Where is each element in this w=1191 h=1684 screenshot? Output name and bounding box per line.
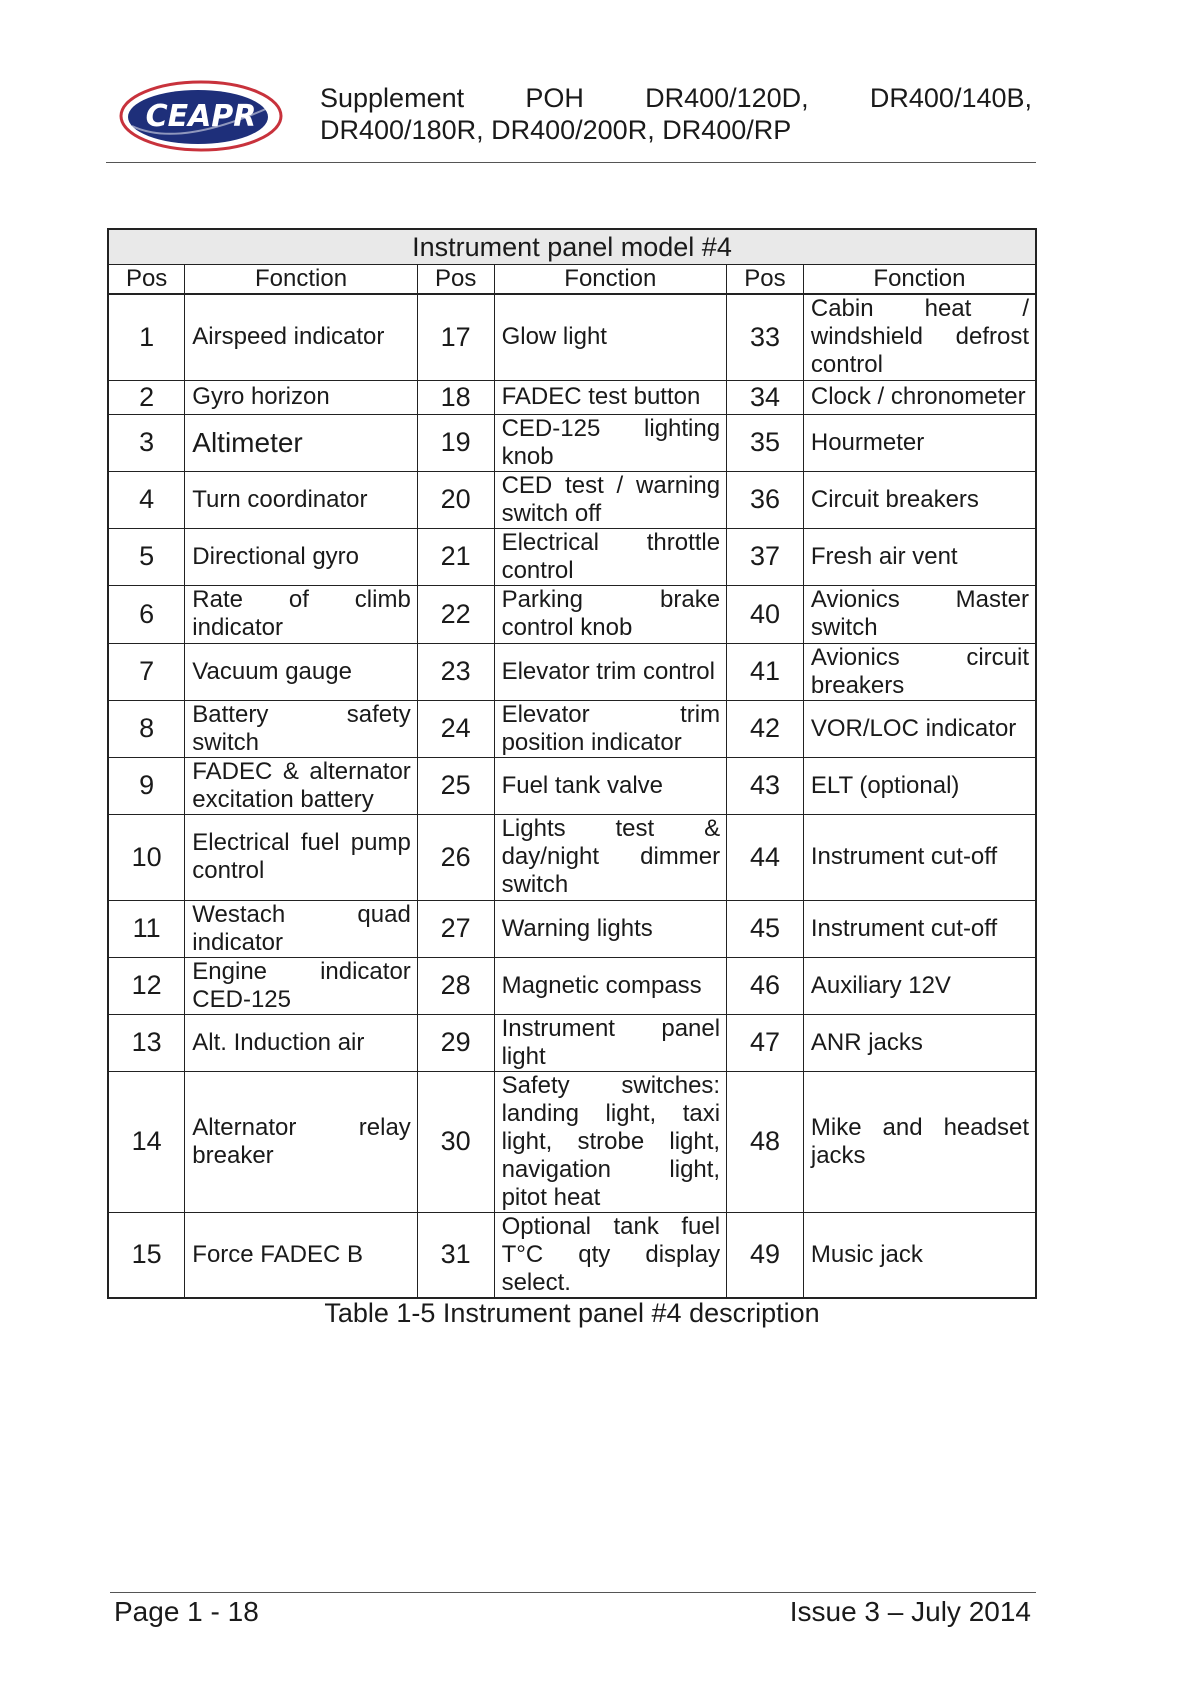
- position-cell: 46: [727, 957, 804, 1014]
- function-cell: Avionics circuit breakers: [803, 643, 1036, 700]
- function-cell: Elevator trim control: [494, 643, 727, 700]
- column-header-fonction: Fonction: [803, 265, 1036, 295]
- table-row: [108, 294, 1036, 380]
- position-cell: 41: [727, 643, 804, 700]
- position-cell: 9: [108, 757, 185, 814]
- function-cell: Elevator trim position indicator: [494, 700, 727, 757]
- position-cell: 4: [108, 471, 185, 528]
- table-row: [108, 1014, 1036, 1071]
- position-cell: 44: [727, 814, 804, 900]
- table-header-row: [108, 265, 1036, 295]
- column-header-pos: Pos: [727, 265, 804, 295]
- function-cell: Airspeed indicator: [185, 294, 418, 380]
- position-cell: 48: [727, 1071, 804, 1212]
- function-cell: CED test / warning switch off: [494, 471, 727, 528]
- function-cell: Safety switches: landing light, taxi light, strobe light, navigation light, pitot heat: [494, 1071, 727, 1212]
- function-cell: Clock / chronometer: [803, 380, 1036, 414]
- position-cell: 34: [727, 380, 804, 414]
- function-cell: Vacuum gauge: [185, 643, 418, 700]
- footer-divider: [110, 1592, 1036, 1593]
- column-header-fonction: Fonction: [494, 265, 727, 295]
- position-cell: 5: [108, 528, 185, 585]
- function-cell: Music jack: [803, 1212, 1036, 1298]
- function-cell: Altimeter: [185, 414, 418, 471]
- document-title: Supplement POH DR400/120D, DR400/140B, DR400/180R, DR400/200R, DR400/RP: [320, 83, 1032, 145]
- function-cell: Instrument panel light: [494, 1014, 727, 1071]
- position-cell: 36: [727, 471, 804, 528]
- page-number: Page 1 - 18: [114, 1596, 259, 1627]
- function-cell: Glow light: [494, 294, 727, 380]
- function-cell: Mike and headset jacks: [803, 1071, 1036, 1212]
- position-cell: 8: [108, 700, 185, 757]
- position-cell: 40: [727, 585, 804, 643]
- position-cell: 6: [108, 585, 185, 643]
- position-cell: 47: [727, 1014, 804, 1071]
- table-row: [108, 957, 1036, 1014]
- table-row: [108, 643, 1036, 700]
- position-cell: 14: [108, 1071, 185, 1212]
- header-divider: [106, 162, 1036, 163]
- function-cell: Force FADEC B: [185, 1212, 418, 1298]
- position-cell: 28: [417, 957, 494, 1014]
- position-cell: 30: [417, 1071, 494, 1212]
- position-cell: 12: [108, 957, 185, 1014]
- position-cell: 31: [417, 1212, 494, 1298]
- position-cell: 17: [417, 294, 494, 380]
- position-cell: 19: [417, 414, 494, 471]
- function-cell: Instrument cut-off: [803, 900, 1036, 957]
- instrument-panel-table: [107, 228, 1037, 1299]
- function-cell: Alternator relay breaker: [185, 1071, 418, 1212]
- position-cell: 27: [417, 900, 494, 957]
- table-row: [108, 585, 1036, 643]
- function-cell: Turn coordinator: [185, 471, 418, 528]
- table-row: [108, 900, 1036, 957]
- function-cell: Engine indicator CED-125: [185, 957, 418, 1014]
- function-cell: Lights test & day/night dimmer switch: [494, 814, 727, 900]
- function-cell: Fuel tank valve: [494, 757, 727, 814]
- table-caption: Table 1-5 Instrument panel #4 description: [324, 1298, 820, 1328]
- function-cell: Auxiliary 12V: [803, 957, 1036, 1014]
- position-cell: 33: [727, 294, 804, 380]
- position-cell: 49: [727, 1212, 804, 1298]
- table-row: [108, 528, 1036, 585]
- function-cell: ELT (optional): [803, 757, 1036, 814]
- table-row: [108, 700, 1036, 757]
- position-cell: 26: [417, 814, 494, 900]
- function-cell: CED-125 lighting knob: [494, 414, 727, 471]
- position-cell: 23: [417, 643, 494, 700]
- table-row: [108, 1212, 1036, 1298]
- table-row: [108, 1071, 1036, 1212]
- function-cell: FADEC & alternator excitation battery: [185, 757, 418, 814]
- table-row: [108, 757, 1036, 814]
- function-cell: Gyro horizon: [185, 380, 418, 414]
- function-cell: Electrical fuel pump control: [185, 814, 418, 900]
- position-cell: 43: [727, 757, 804, 814]
- position-cell: 25: [417, 757, 494, 814]
- position-cell: 7: [108, 643, 185, 700]
- position-cell: 18: [417, 380, 494, 414]
- position-cell: 2: [108, 380, 185, 414]
- function-cell: ANR jacks: [803, 1014, 1036, 1071]
- table-row: [108, 814, 1036, 900]
- position-cell: 11: [108, 900, 185, 957]
- position-cell: 22: [417, 585, 494, 643]
- position-cell: 13: [108, 1014, 185, 1071]
- function-cell: Westach quad indicator: [185, 900, 418, 957]
- position-cell: 15: [108, 1212, 185, 1298]
- function-cell: Fresh air vent: [803, 528, 1036, 585]
- function-cell: VOR/LOC indicator: [803, 700, 1036, 757]
- position-cell: 1: [108, 294, 185, 380]
- table-body: [108, 294, 1036, 1298]
- position-cell: 45: [727, 900, 804, 957]
- column-header-fonction: Fonction: [185, 265, 418, 295]
- function-cell: Cabin heat / windshield defrost control: [803, 294, 1036, 380]
- position-cell: 37: [727, 528, 804, 585]
- position-cell: 3: [108, 414, 185, 471]
- position-cell: 35: [727, 414, 804, 471]
- function-cell: Magnetic compass: [494, 957, 727, 1014]
- table-row: [108, 414, 1036, 471]
- function-cell: Electrical throttle control: [494, 528, 727, 585]
- position-cell: 24: [417, 700, 494, 757]
- function-cell: Optional tank fuel T°C qty display select.: [494, 1212, 727, 1298]
- table-row: [108, 471, 1036, 528]
- function-cell: Hourmeter: [803, 414, 1036, 471]
- svg-text:CEAPR: CEAPR: [145, 99, 257, 134]
- function-cell: Rate of climb indicator: [185, 585, 418, 643]
- function-cell: Warning lights: [494, 900, 727, 957]
- position-cell: 20: [417, 471, 494, 528]
- function-cell: Alt. Induction air: [185, 1014, 418, 1071]
- column-header-pos: Pos: [108, 265, 185, 295]
- issue-date: Issue 3 – July 2014: [789, 1596, 1031, 1627]
- ceapr-logo: [118, 78, 284, 154]
- position-cell: 42: [727, 700, 804, 757]
- function-cell: FADEC test button: [494, 380, 727, 414]
- function-cell: Instrument cut-off: [803, 814, 1036, 900]
- function-cell: Battery safety switch: [185, 700, 418, 757]
- function-cell: Directional gyro: [185, 528, 418, 585]
- position-cell: 29: [417, 1014, 494, 1071]
- table-title: Instrument panel model #4: [108, 229, 1036, 265]
- column-header-pos: Pos: [417, 265, 494, 295]
- position-cell: 10: [108, 814, 185, 900]
- table-row: [108, 380, 1036, 414]
- page-header: [106, 70, 1036, 162]
- position-cell: 21: [417, 528, 494, 585]
- function-cell: Parking brake control knob: [494, 585, 727, 643]
- function-cell: Avionics Master switch: [803, 585, 1036, 643]
- function-cell: Circuit breakers: [803, 471, 1036, 528]
